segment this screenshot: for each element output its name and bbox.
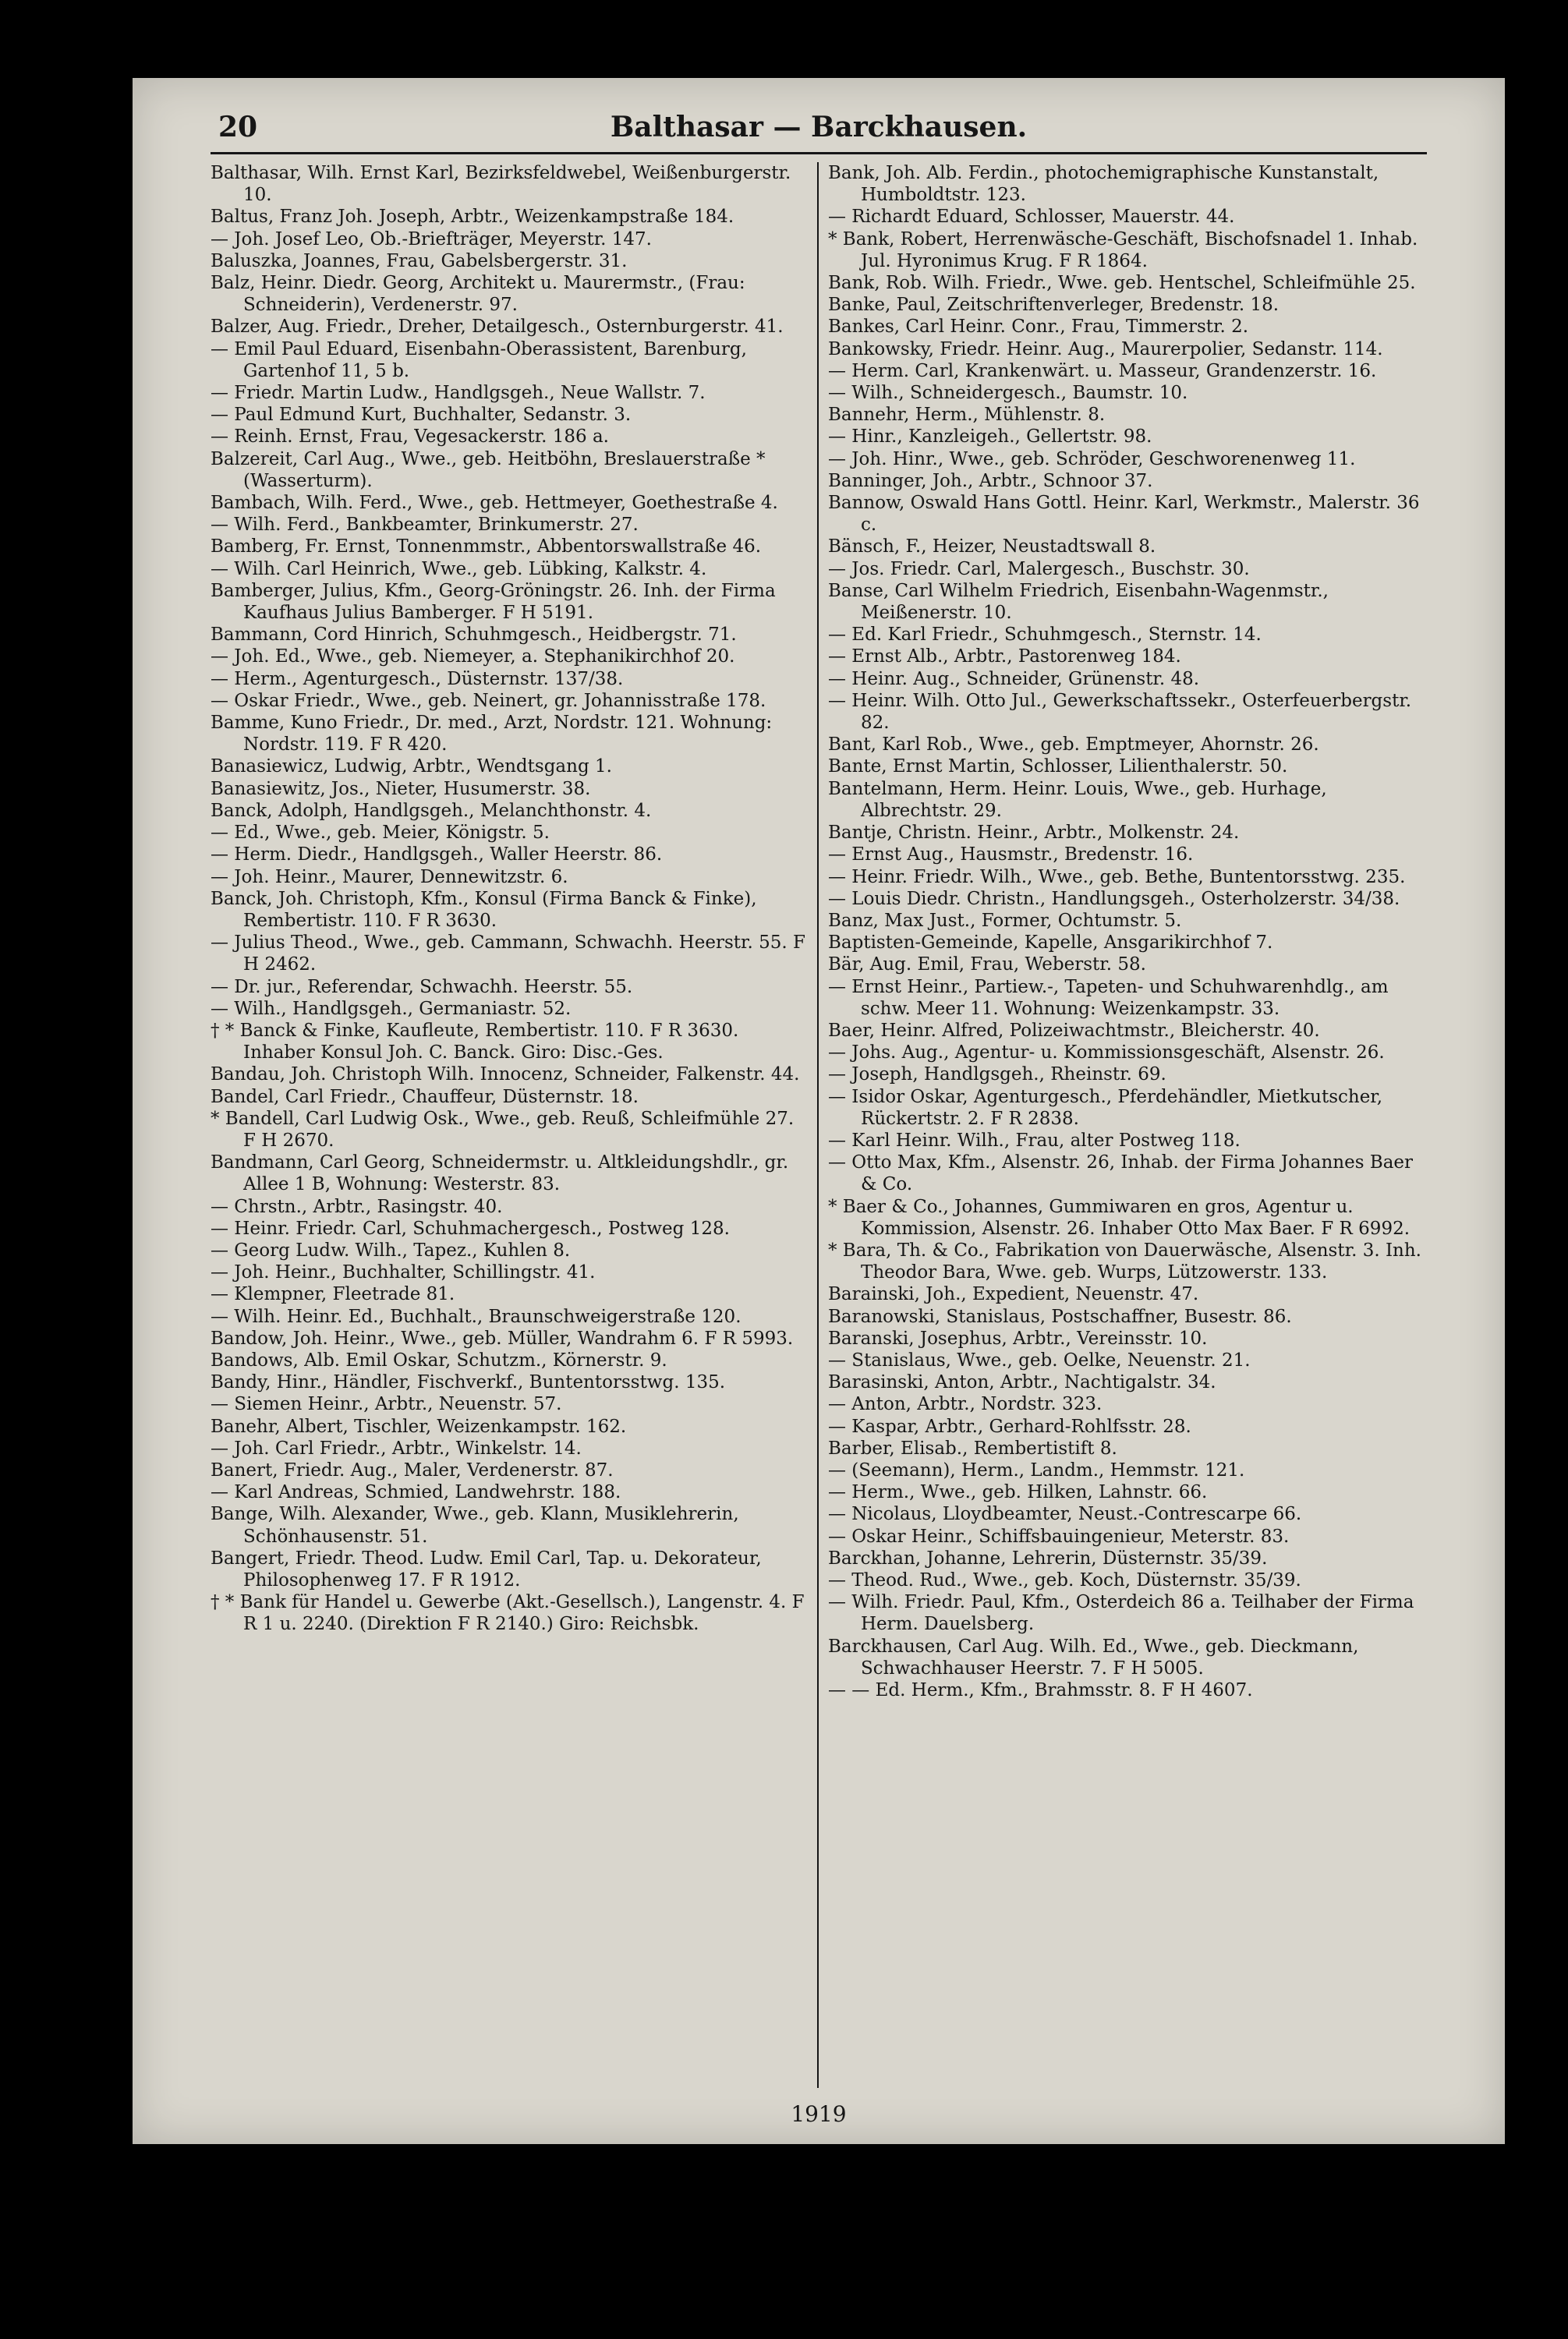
directory-entry: — Ernst Heinr., Partiew.-, Tapeten- und Schuhwarenhdlg., am schw. Meer 11. Wohnung: Weizenkampstr. 33. (828, 976, 1389, 1019)
directory-entry: Barckhausen, Carl Aug. Wilh. Ed., Wwe., geb. Dieckmann, Schwachhauser Heerstr. 7. F H 5005. (828, 1636, 1359, 1679)
directory-entry: Bank, Rob. Wilh. Friedr., Wwe. geb. Hentschel, Schleifmühle 25. (828, 273, 1416, 294)
directory-entry: Bandy, Hinr., Händler, Fischverkf., Buntentorsstwg. 135. (211, 1372, 726, 1393)
directory-entry: Bannow, Oswald Hans Gottl. Heinr. Karl, Werkmstr., Malerstr. 36 c. (828, 493, 1420, 536)
directory-entry: — Nicolaus, Lloydbeamter, Neust.-Contrescarpe 66. (828, 1504, 1302, 1525)
directory-entry: Barber, Elisab., Rembertistift 8. (828, 1438, 1117, 1459)
directory-entry: Bandows, Alb. Emil Oskar, Schutzm., Körnerstr. 9. (211, 1350, 667, 1371)
directory-entry: Balzereit, Carl Aug., Wwe., geb. Heitböhn, Breslauerstraße * (Wasserturm). (211, 448, 766, 491)
directory-entry: Bandmann, Carl Georg, Schneidermstr. u. Altkleidungshdlr., gr. Allee 1 B, Wohnung: Westerstr. 83. (211, 1152, 789, 1195)
directory-entry: — Jos. Friedr. Carl, Malergesch., Buschstr. 30. (828, 558, 1250, 579)
directory-entry: — Richardt Eduard, Schlosser, Mauerstr. 44. (828, 207, 1235, 228)
directory-entry: Bambach, Wilh. Ferd., Wwe., geb. Hettmeyer, Goethestraße 4. (211, 493, 778, 514)
directory-entry: Bandel, Carl Friedr., Chauffeur, Düsternstr. 18. (211, 1086, 639, 1107)
directory-entry: — Ernst Aug., Hausmstr., Bredenstr. 16. (828, 844, 1194, 865)
directory-entry: — Dr. jur., Referendar, Schwachh. Heerstr. 55. (211, 976, 633, 997)
directory-entry: — Isidor Oskar, Agenturgesch., Pferdehändler, Mietkutscher, Rückertstr. 2. F R 2838. (828, 1086, 1383, 1129)
directory-entry: — Theod. Rud., Wwe., geb. Koch, Düsternstr. 35/39. (828, 1570, 1301, 1591)
directory-entry: — (Seemann), Herm., Landm., Hemmstr. 121. (828, 1460, 1245, 1481)
directory-entry: Banert, Friedr. Aug., Maler, Verdenerstr. 87. (211, 1460, 614, 1481)
directory-entry: Banasiewitz, Jos., Nieter, Husumerstr. 38. (211, 778, 591, 799)
directory-entry: — Wilh. Heinr. Ed., Buchhalt., Braunschweigerstraße 120. (211, 1306, 742, 1327)
directory-entry: — Herm. Diedr., Handlgsgeh., Waller Heerstr. 86. (211, 844, 663, 865)
directory-entry: — Emil Paul Eduard, Eisenbahn-Oberassistent, Barenburg, Gartenhof 11, 5 b. (211, 338, 747, 381)
directory-entry: — Herm., Agenturgesch., Düsternstr. 137/38. (211, 668, 624, 689)
directory-entry: Bandow, Joh. Heinr., Wwe., geb. Müller, Wandrahm 6. F R 5993. (211, 1328, 794, 1349)
directory-entry: — Oskar Heinr., Schiffsbauingenieur, Meterstr. 83. (828, 1526, 1290, 1547)
directory-entry: † * Banck & Finke, Kaufleute, Rembertistr. 110. F R 3630. Inhaber Konsul Joh. C. Banck. Giro: Disc.-Ges. (211, 1020, 739, 1063)
directory-page (133, 78, 1505, 2144)
directory-entry: — Heinr. Aug., Schneider, Grünenstr. 48. (828, 668, 1200, 689)
directory-entry: Balthasar, Wilh. Ernst Karl, Bezirksfeldwebel, Weißenburgerstr. 10. (211, 163, 791, 206)
directory-entry: — Herm. Carl, Krankenwärt. u. Masseur, Grandenzerstr. 16. (828, 360, 1377, 381)
directory-entry: — Karl Heinr. Wilh., Frau, alter Postweg 118. (828, 1130, 1241, 1151)
directory-entry: — Stanislaus, Wwe., geb. Oelke, Neuenstr. 21. (828, 1350, 1251, 1371)
directory-entry: † * Bank für Handel u. Gewerbe (Akt.-Gesellsch.), Langenstr. 4. F R 1 u. 2240. (Direktion F R 2140.) Giro: Reichsbk. (211, 1592, 805, 1635)
directory-entry: — Chrstn., Arbtr., Rasingstr. 40. (211, 1196, 503, 1217)
right-column (828, 162, 1425, 1701)
header-rule (211, 152, 1427, 154)
directory-entry: — Paul Edmund Kurt, Buchhalter, Sedanstr. 3. (211, 405, 632, 426)
directory-entry: * Bandell, Carl Ludwig Osk., Wwe., geb. Reuß, Schleifmühle 27. F H 2670. (211, 1108, 795, 1151)
directory-entry: Banck, Adolph, Handlgsgeh., Melanchthonstr. 4. (211, 800, 652, 821)
directory-entry: — — Ed. Herm., Kfm., Brahmsstr. 8. F H 4607. (828, 1680, 1253, 1701)
directory-entry: — Joh. Hinr., Wwe., geb. Schröder, Geschworenenweg 11. (828, 448, 1356, 469)
directory-entry: — Joh. Heinr., Buchhalter, Schillingstr. 41. (211, 1262, 596, 1283)
directory-entry: — Wilh. Ferd., Bankbeamter, Brinkumerstr. 27. (211, 515, 639, 536)
directory-entry: Bank, Joh. Alb. Ferdin., photochemigraphische Kunstanstalt, Humboldtstr. 123. (828, 163, 1379, 206)
directory-entry: Banck, Joh. Christoph, Kfm., Konsul (Firma Banck & Finke), Rembertistr. 110. F R 3630. (211, 888, 757, 931)
directory-entry: — Reinh. Ernst, Frau, Vegesackerstr. 186 a. (211, 426, 609, 448)
directory-entry: Banz, Max Just., Former, Ochtumstr. 5. (828, 910, 1182, 931)
directory-entry: — Hinr., Kanzleigeh., Gellertstr. 98. (828, 426, 1152, 448)
directory-entry: — Julius Theod., Wwe., geb. Cammann, Schwachh. Heerstr. 55. F H 2462. (211, 932, 805, 975)
directory-entry: — Wilh., Handlgsgeh., Germaniastr. 52. (211, 998, 572, 1019)
directory-entry: — Anton, Arbtr., Nordstr. 323. (828, 1394, 1103, 1415)
directory-entry: Bankes, Carl Heinr. Conr., Frau, Timmerstr. 2. (828, 317, 1249, 338)
directory-entry: Balz, Heinr. Diedr. Georg, Architekt u. Maurermstr., (Frau: Schneiderin), Verdenerstr. 97. (211, 273, 745, 316)
directory-entry: — Georg Ludw. Wilh., Tapez., Kuhlen 8. (211, 1240, 571, 1261)
directory-entry: Baltus, Franz Joh. Joseph, Arbtr., Weizenkampstraße 184. (211, 207, 734, 228)
directory-entry: — Kaspar, Arbtr., Gerhard-Rohlfsstr. 28. (828, 1416, 1191, 1437)
directory-entry: Bantje, Christn. Heinr., Arbtr., Molkenstr. 24. (828, 823, 1240, 844)
directory-entry: Bandau, Joh. Christoph Wilh. Innocenz, Schneider, Falkenstr. 44. (211, 1064, 800, 1085)
directory-entry: Bamberg, Fr. Ernst, Tonnenmmstr., Abbentorswallstraße 46. (211, 536, 762, 557)
directory-entry: Bamme, Kuno Friedr., Dr. med., Arzt, Nordstr. 121. Wohnung: Nordstr. 119. F R 420. (211, 713, 773, 755)
directory-entry: — Louis Diedr. Christn., Handlungsgeh., Osterholzerstr. 34/38. (828, 888, 1400, 909)
directory-entry: Barasinski, Anton, Arbtr., Nachtigalstr. 34. (828, 1372, 1216, 1393)
directory-entry: — Johs. Aug., Agentur- u. Kommissionsgeschäft, Alsenstr. 26. (828, 1042, 1385, 1063)
column-divider (817, 162, 819, 2088)
directory-entry: — Karl Andreas, Schmied, Landwehrstr. 188. (211, 1482, 621, 1503)
directory-entry: — Heinr. Wilh. Otto Jul., Gewerkschaftssekr., Osterfeuerbergstr. 82. (828, 690, 1412, 734)
directory-entry: — Friedr. Martin Ludw., Handlgsgeh., Neue Wallstr. 7. (211, 383, 706, 404)
directory-entry: Baranowski, Stanislaus, Postschaffner, Busestr. 86. (828, 1306, 1292, 1327)
running-head: Balthasar — Barckhausen. (610, 111, 1028, 143)
directory-entry: Bänsch, F., Heizer, Neustadtswall 8. (828, 536, 1156, 557)
directory-entry: — Joh. Ed., Wwe., geb. Niemeyer, a. Stephanikirchhof 20. (211, 646, 735, 667)
directory-entry: — Joh. Josef Leo, Ob.-Briefträger, Meyerstr. 147. (211, 228, 652, 249)
directory-entry: Bange, Wilh. Alexander, Wwe., geb. Klann, Musiklehrerin, Schönhausenstr. 51. (211, 1504, 739, 1547)
directory-entry: * Bank, Robert, Herrenwäsche-Geschäft, Bischofsnadel 1. Inhab. Jul. Hyronimus Krug. F R 1864. (828, 228, 1418, 271)
directory-entry: — Joh. Heinr., Maurer, Dennewitzstr. 6. (211, 866, 568, 887)
directory-entry: Barckhan, Johanne, Lehrerin, Düsternstr. 35/39. (828, 1548, 1268, 1569)
directory-entry: — Joh. Carl Friedr., Arbtr., Winkelstr. 14. (211, 1438, 582, 1459)
directory-entry: Banke, Paul, Zeitschriftenverleger, Bredenstr. 18. (828, 295, 1280, 316)
directory-entry: Baranski, Josephus, Arbtr., Vereinsstr. 10. (828, 1328, 1208, 1349)
directory-entry: — Joseph, Handlgsgeh., Rheinstr. 69. (828, 1064, 1166, 1085)
directory-entry: — Klempner, Fleetrade 81. (211, 1284, 455, 1305)
directory-entry: — Ed., Wwe., geb. Meier, Königstr. 5. (211, 823, 550, 844)
directory-entry: — Wilh. Friedr. Paul, Kfm., Osterdeich 86 a. Teilhaber der Firma Herm. Dauelsberg. (828, 1592, 1414, 1635)
directory-entry: * Bara, Th. & Co., Fabrikation von Dauerwäsche, Alsenstr. 3. Inh. Theodor Bara, Wwe. geb. Wurps, Lützowerstr. 133. (828, 1240, 1421, 1283)
directory-entry: Baer, Heinr. Alfred, Polizeiwachtmstr., Bleicherstr. 40. (828, 1020, 1320, 1041)
left-column (211, 162, 808, 1636)
directory-entry: Barainski, Joh., Expedient, Neuenstr. 47. (828, 1284, 1199, 1305)
directory-entry: — Otto Max, Kfm., Alsenstr. 26, Inhab. der Firma Johannes Baer & Co. (828, 1152, 1414, 1195)
directory-entry: — Ed. Karl Friedr., Schuhmgesch., Sternstr. 14. (828, 625, 1262, 646)
edition-year: 1919 (791, 2101, 847, 2127)
directory-entry: Bammann, Cord Hinrich, Schuhmgesch., Heidbergstr. 71. (211, 625, 737, 646)
directory-entry: — Herm., Wwe., geb. Hilken, Lahnstr. 66. (828, 1482, 1208, 1503)
directory-entry: Banninger, Joh., Arbtr., Schnoor 37. (828, 470, 1153, 491)
directory-entry: Banse, Carl Wilhelm Friedrich, Eisenbahn-Wagenmstr., Meißenerstr. 10. (828, 580, 1329, 624)
page-number: 20 (218, 111, 258, 143)
directory-entry: — Ernst Alb., Arbtr., Pastorenweg 184. (828, 646, 1181, 667)
directory-entry: — Heinr. Friedr. Wilh., Wwe., geb. Bethe, Buntentorsstwg. 235. (828, 866, 1406, 887)
directory-entry: Bantelmann, Herm. Heinr. Louis, Wwe., geb. Hurhage, Albrechtstr. 29. (828, 778, 1327, 821)
directory-entry: Banasiewicz, Ludwig, Arbtr., Wendtsgang 1. (211, 756, 612, 777)
directory-entry: Baluszka, Joannes, Frau, Gabelsbergerstr. 31. (211, 250, 628, 271)
directory-entry: Bannehr, Herm., Mühlenstr. 8. (828, 405, 1106, 426)
directory-entry: Bante, Ernst Martin, Schlosser, Lilienthalerstr. 50. (828, 756, 1288, 777)
directory-entry: Bär, Aug. Emil, Frau, Weberstr. 58. (828, 954, 1146, 975)
directory-entry: Bangert, Friedr. Theod. Ludw. Emil Carl, Tap. u. Dekorateur, Philosophenweg 17. F R 1912. (211, 1548, 762, 1591)
directory-entry: Bankowsky, Friedr. Heinr. Aug., Maurerpolier, Sedanstr. 114. (828, 338, 1383, 359)
directory-entry: Banehr, Albert, Tischler, Weizenkampstr. 162. (211, 1416, 627, 1437)
directory-entry: Bamberger, Julius, Kfm., Georg-Gröningstr. 26. Inh. der Firma Kaufhaus Julius Bamberger. F H 5191. (211, 580, 776, 624)
directory-entry: — Wilh. Carl Heinrich, Wwe., geb. Lübking, Kalkstr. 4. (211, 558, 707, 579)
directory-entry: Balzer, Aug. Friedr., Dreher, Detailgesch., Osternburgerstr. 41. (211, 317, 784, 338)
directory-entry: — Heinr. Friedr. Carl, Schuhmachergesch., Postweg 128. (211, 1218, 730, 1239)
directory-entry: — Siemen Heinr., Arbtr., Neuenstr. 57. (211, 1394, 562, 1415)
directory-entry: — Wilh., Schneidergesch., Baumstr. 10. (828, 383, 1188, 404)
directory-entry: Baptisten-Gemeinde, Kapelle, Ansgarikirchhof 7. (828, 932, 1273, 954)
directory-entry: — Oskar Friedr., Wwe., geb. Neinert, gr. Johannisstraße 178. (211, 690, 766, 711)
directory-entry: * Baer & Co., Johannes, Gummiwaren en gros, Agentur u. Kommission, Alsenstr. 26. Inhaber Otto Max Baer. F R 6992. (828, 1196, 1410, 1239)
directory-entry: Bant, Karl Rob., Wwe., geb. Emptmeyer, Ahornstr. 26. (828, 734, 1319, 755)
